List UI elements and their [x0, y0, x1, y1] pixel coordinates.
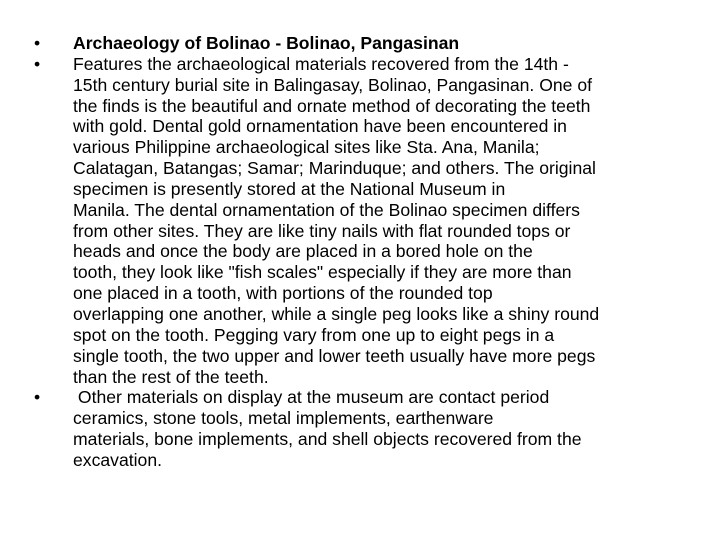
bullet-text: [73, 54, 699, 388]
bullet-list: [34, 33, 699, 471]
text-line: ceramics, stone tools, metal implements, earthenware: [73, 408, 494, 429]
text-line: single tooth, the two upper and lower teeth usually have more pegs: [73, 345, 596, 366]
text-line: materials, bone implements, and shell objects recovered from the: [73, 429, 582, 450]
text-line: Manila. The dental ornamentation of the Bolinao specimen differs: [73, 199, 580, 220]
bullet-glyph: •: [34, 53, 41, 74]
bullet-text: [73, 33, 699, 54]
text-line: Other materials on display at the museum are contact period: [73, 387, 550, 408]
text-line: excavation.: [73, 449, 162, 470]
bullet-item-other-materials: [34, 387, 699, 470]
bullet-item-title: [34, 33, 699, 54]
text-line: various Philippine archaeological sites like Sta. Ana, Manila;: [73, 137, 540, 158]
text-line: with gold. Dental gold ornamentation have been encountered in: [73, 116, 567, 137]
text-line: Calatagan, Batangas; Samar; Marinduque; and others. The original: [73, 158, 596, 179]
text-line: one placed in a tooth, with portions of the rounded top: [73, 283, 493, 304]
bullet-text: [73, 387, 699, 470]
text-line: tooth, they look like "fish scales" especially if they are more than: [73, 262, 572, 283]
text-line: 15th century burial site in Balingasay, Bolinao, Pangasinan. One of: [73, 74, 593, 95]
text-line: than the rest of the teeth.: [73, 366, 269, 387]
text-line: heads and once the body are placed in a bored hole on the: [73, 241, 533, 262]
text-line: the finds is the beautiful and ornate method of decorating the teeth: [73, 95, 591, 116]
bullet-item-description: [34, 54, 699, 388]
bullet-glyph: •: [34, 33, 41, 53]
bullet-glyph: •: [34, 387, 41, 408]
text-line: spot on the tooth. Pegging vary from one up to eight pegs in a: [73, 324, 555, 345]
text-line: Archaeology of Bolinao - Bolinao, Pangasinan: [73, 33, 460, 53]
text-line: from other sites. They are like tiny nails with flat rounded tops or: [73, 220, 571, 241]
text-line: Features the archaeological materials recovered from the 14th -: [73, 53, 569, 74]
text-line: specimen is presently stored at the National Museum in: [73, 178, 506, 199]
text-line: overlapping one another, while a single peg looks like a shiny round: [73, 303, 600, 324]
